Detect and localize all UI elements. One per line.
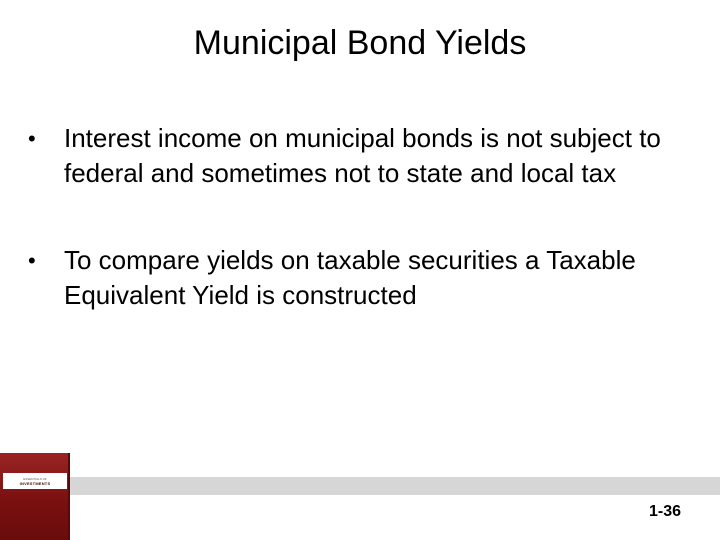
- slide-title: Municipal Bond Yields: [193, 24, 527, 62]
- bullet-marker: •: [28, 248, 36, 273]
- bullet-list: [28, 121, 688, 313]
- bullet-item-tax-exemption: [28, 121, 688, 191]
- bullet-item-taxable-equivalent-yield: [28, 243, 688, 313]
- bullet-text-tax-exemption: Interest income on municipal bonds is not subject to federal and sometimes not to state and local tax: [64, 123, 661, 188]
- bullet-marker: •: [28, 126, 36, 151]
- slide-number: 1-36: [648, 503, 682, 520]
- bullet-text-taxable-equivalent-yield: To compare yields on taxable securities a Taxable Equivalent Yield is constructed: [64, 245, 636, 310]
- footer-band: [0, 477, 720, 495]
- book-logo: [0, 453, 70, 540]
- logo-panel: [3, 473, 67, 489]
- logo-title: INVESTMENTS: [19, 480, 51, 486]
- logo-subtitle: ESSENTIALS OF: [23, 476, 47, 481]
